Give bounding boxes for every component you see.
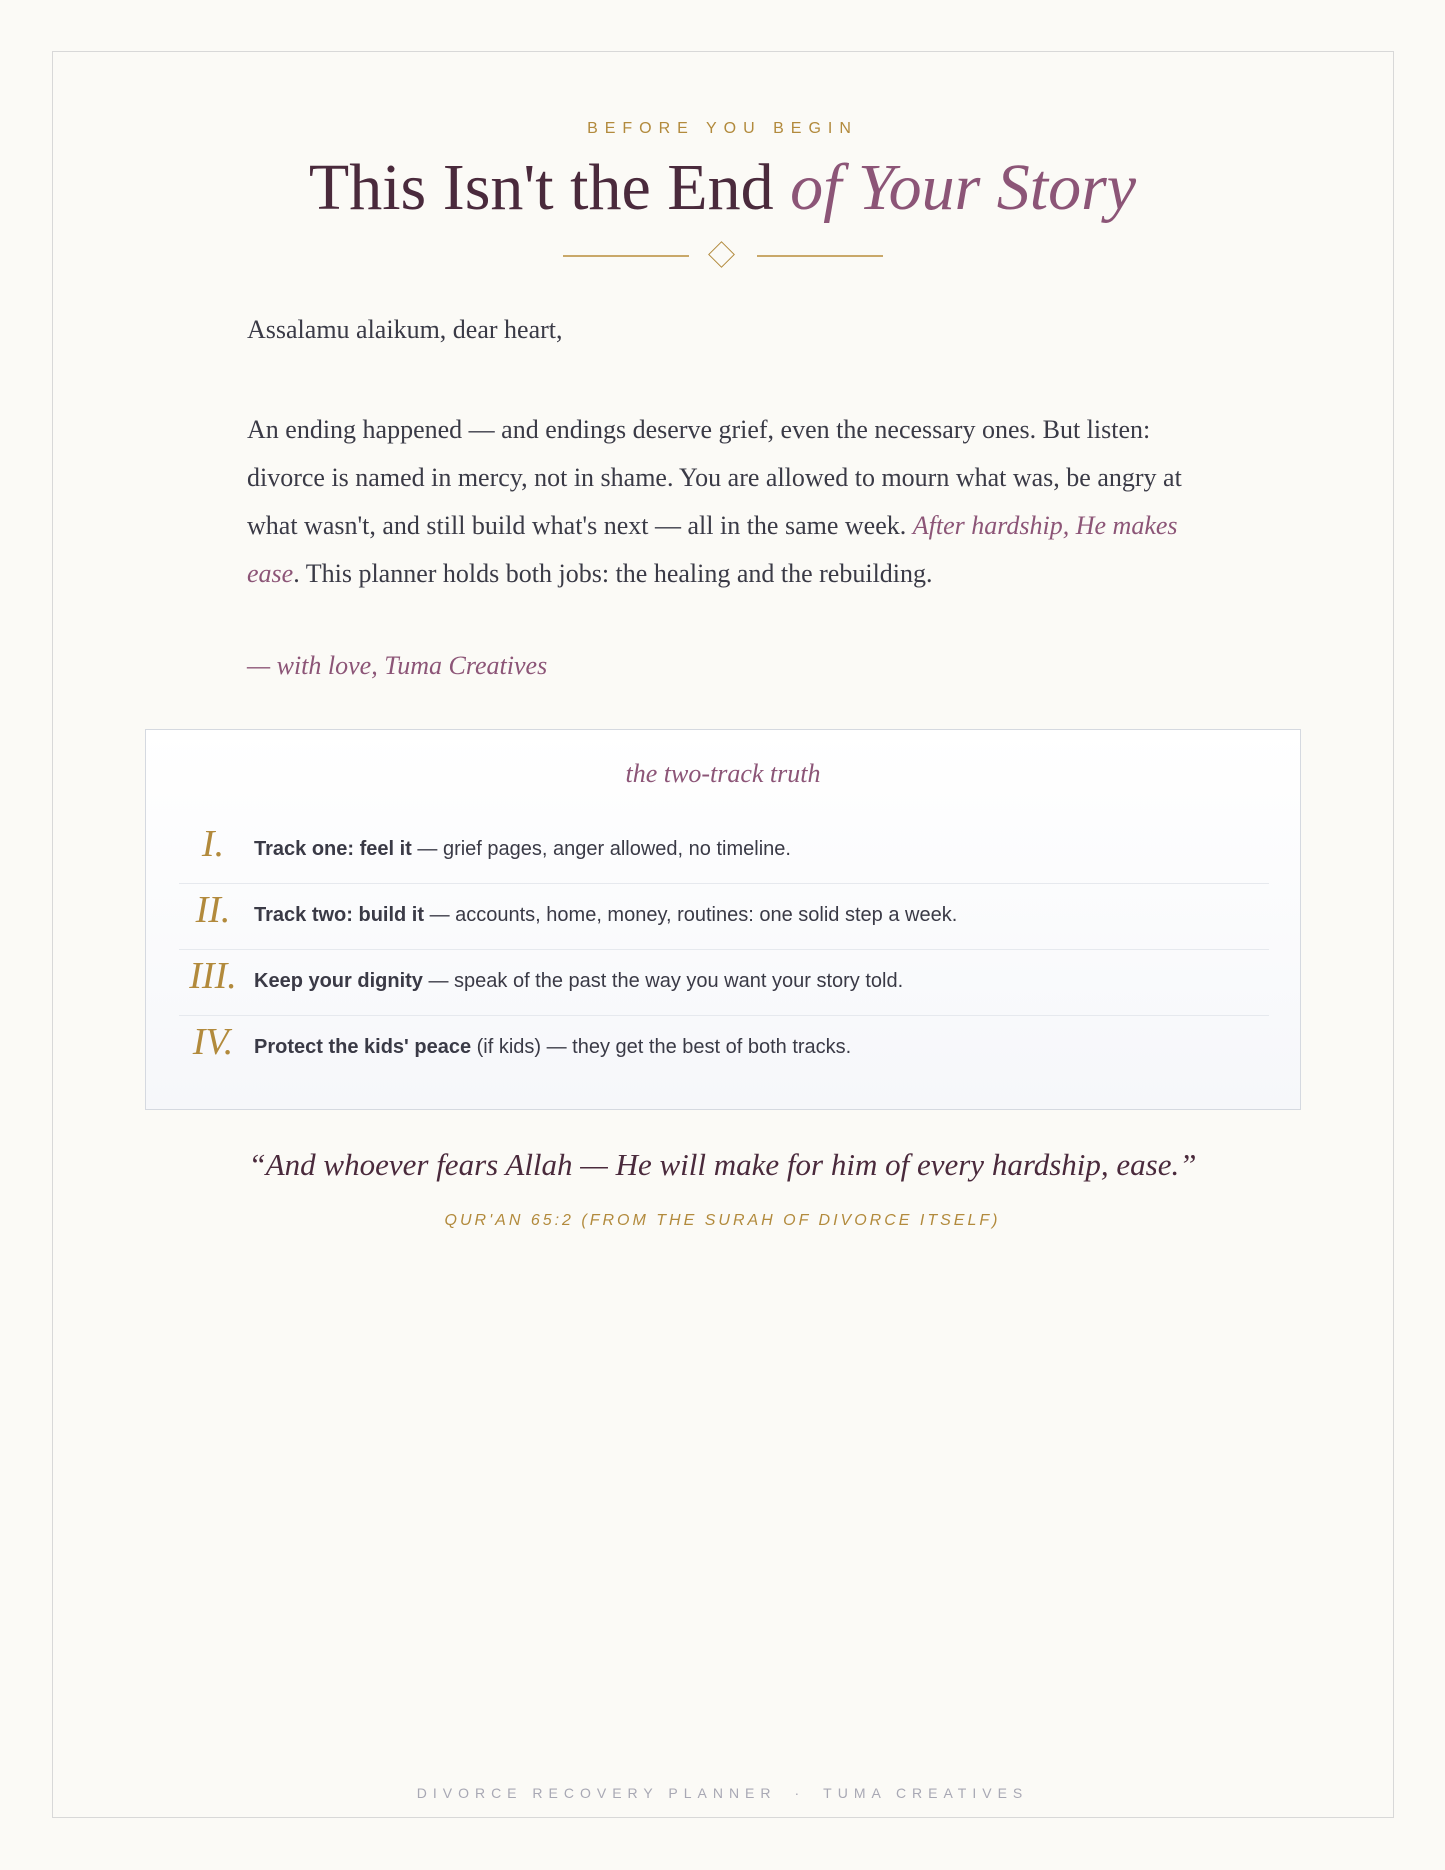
track-title: Track two: build it — [254, 904, 425, 926]
letter-body-text-end: . This planner holds both jobs: the healing and the rebuilding. — [293, 559, 933, 588]
eyebrow-label: BEFORE YOU BEGIN — [587, 120, 858, 137]
divider-line-left — [563, 255, 689, 257]
track-description: — speak of the past the way you want your story told. — [422, 970, 904, 992]
footer-title: DIVORCE RECOVERY PLANNER — [416, 1785, 777, 1801]
list-item — [179, 950, 1269, 1016]
list-item — [179, 1016, 1269, 1082]
diamond-icon — [708, 241, 735, 268]
ornament-divider — [0, 240, 1445, 270]
two-track-box — [145, 729, 1301, 1110]
letter-signoff: — with love, Tuma Creatives — [247, 651, 548, 680]
roman-numeral: IV. — [192, 1021, 234, 1063]
letter-greeting: Assalamu alaikum, dear heart, — [247, 315, 563, 344]
track-text — [254, 904, 957, 927]
track-text — [254, 1036, 851, 1059]
track-heading: the two-track truth — [625, 759, 821, 788]
page-footer — [0, 1785, 1445, 1801]
letter-body — [247, 406, 1207, 598]
roman-numeral: I. — [201, 823, 225, 865]
roman-numeral: III. — [189, 955, 237, 997]
track-description: — grief pages, anger allowed, no timeline. — [411, 838, 791, 860]
list-item — [179, 818, 1269, 884]
track-description: (if kids) — they get the best of both tracks. — [471, 1036, 852, 1058]
page-title — [0, 148, 1445, 228]
track-title: Protect the kids' peace — [254, 1036, 472, 1058]
quran-quote: “And whoever fears Allah — He will make for him of every hardship, ease.” — [248, 1147, 1197, 1182]
list-item — [179, 884, 1269, 950]
quote-citation: QUR'AN 65:2 (FROM THE SURAH OF DIVORCE ITSELF) — [444, 1212, 1001, 1229]
track-description: — accounts, home, money, routines: one solid step a week. — [424, 904, 958, 926]
track-title: Keep your dignity — [254, 970, 423, 992]
footer-separator: · — [794, 1785, 806, 1801]
footer-brand: TUMA CREATIVES — [823, 1785, 1029, 1801]
track-title: Track one: feel it — [254, 838, 412, 860]
divider-line-right — [757, 255, 883, 257]
letter-body-text: An ending happened — and endings deserve grief, even the necessary ones. But listen: divorce is named in mercy, not in shame. You are allowed to mourn what was, be angry at what wasn't, and still build what's next — all in the same week. — [247, 415, 1182, 540]
roman-numeral: II. — [195, 889, 231, 931]
track-text — [254, 970, 903, 993]
track-list — [179, 818, 1269, 1082]
track-text — [254, 838, 791, 861]
title-accent: of Your Story — [790, 151, 1137, 224]
title-main: This Isn't the End — [308, 151, 791, 224]
letter-body-accent: After hardship, He makes ease — [247, 511, 1178, 588]
